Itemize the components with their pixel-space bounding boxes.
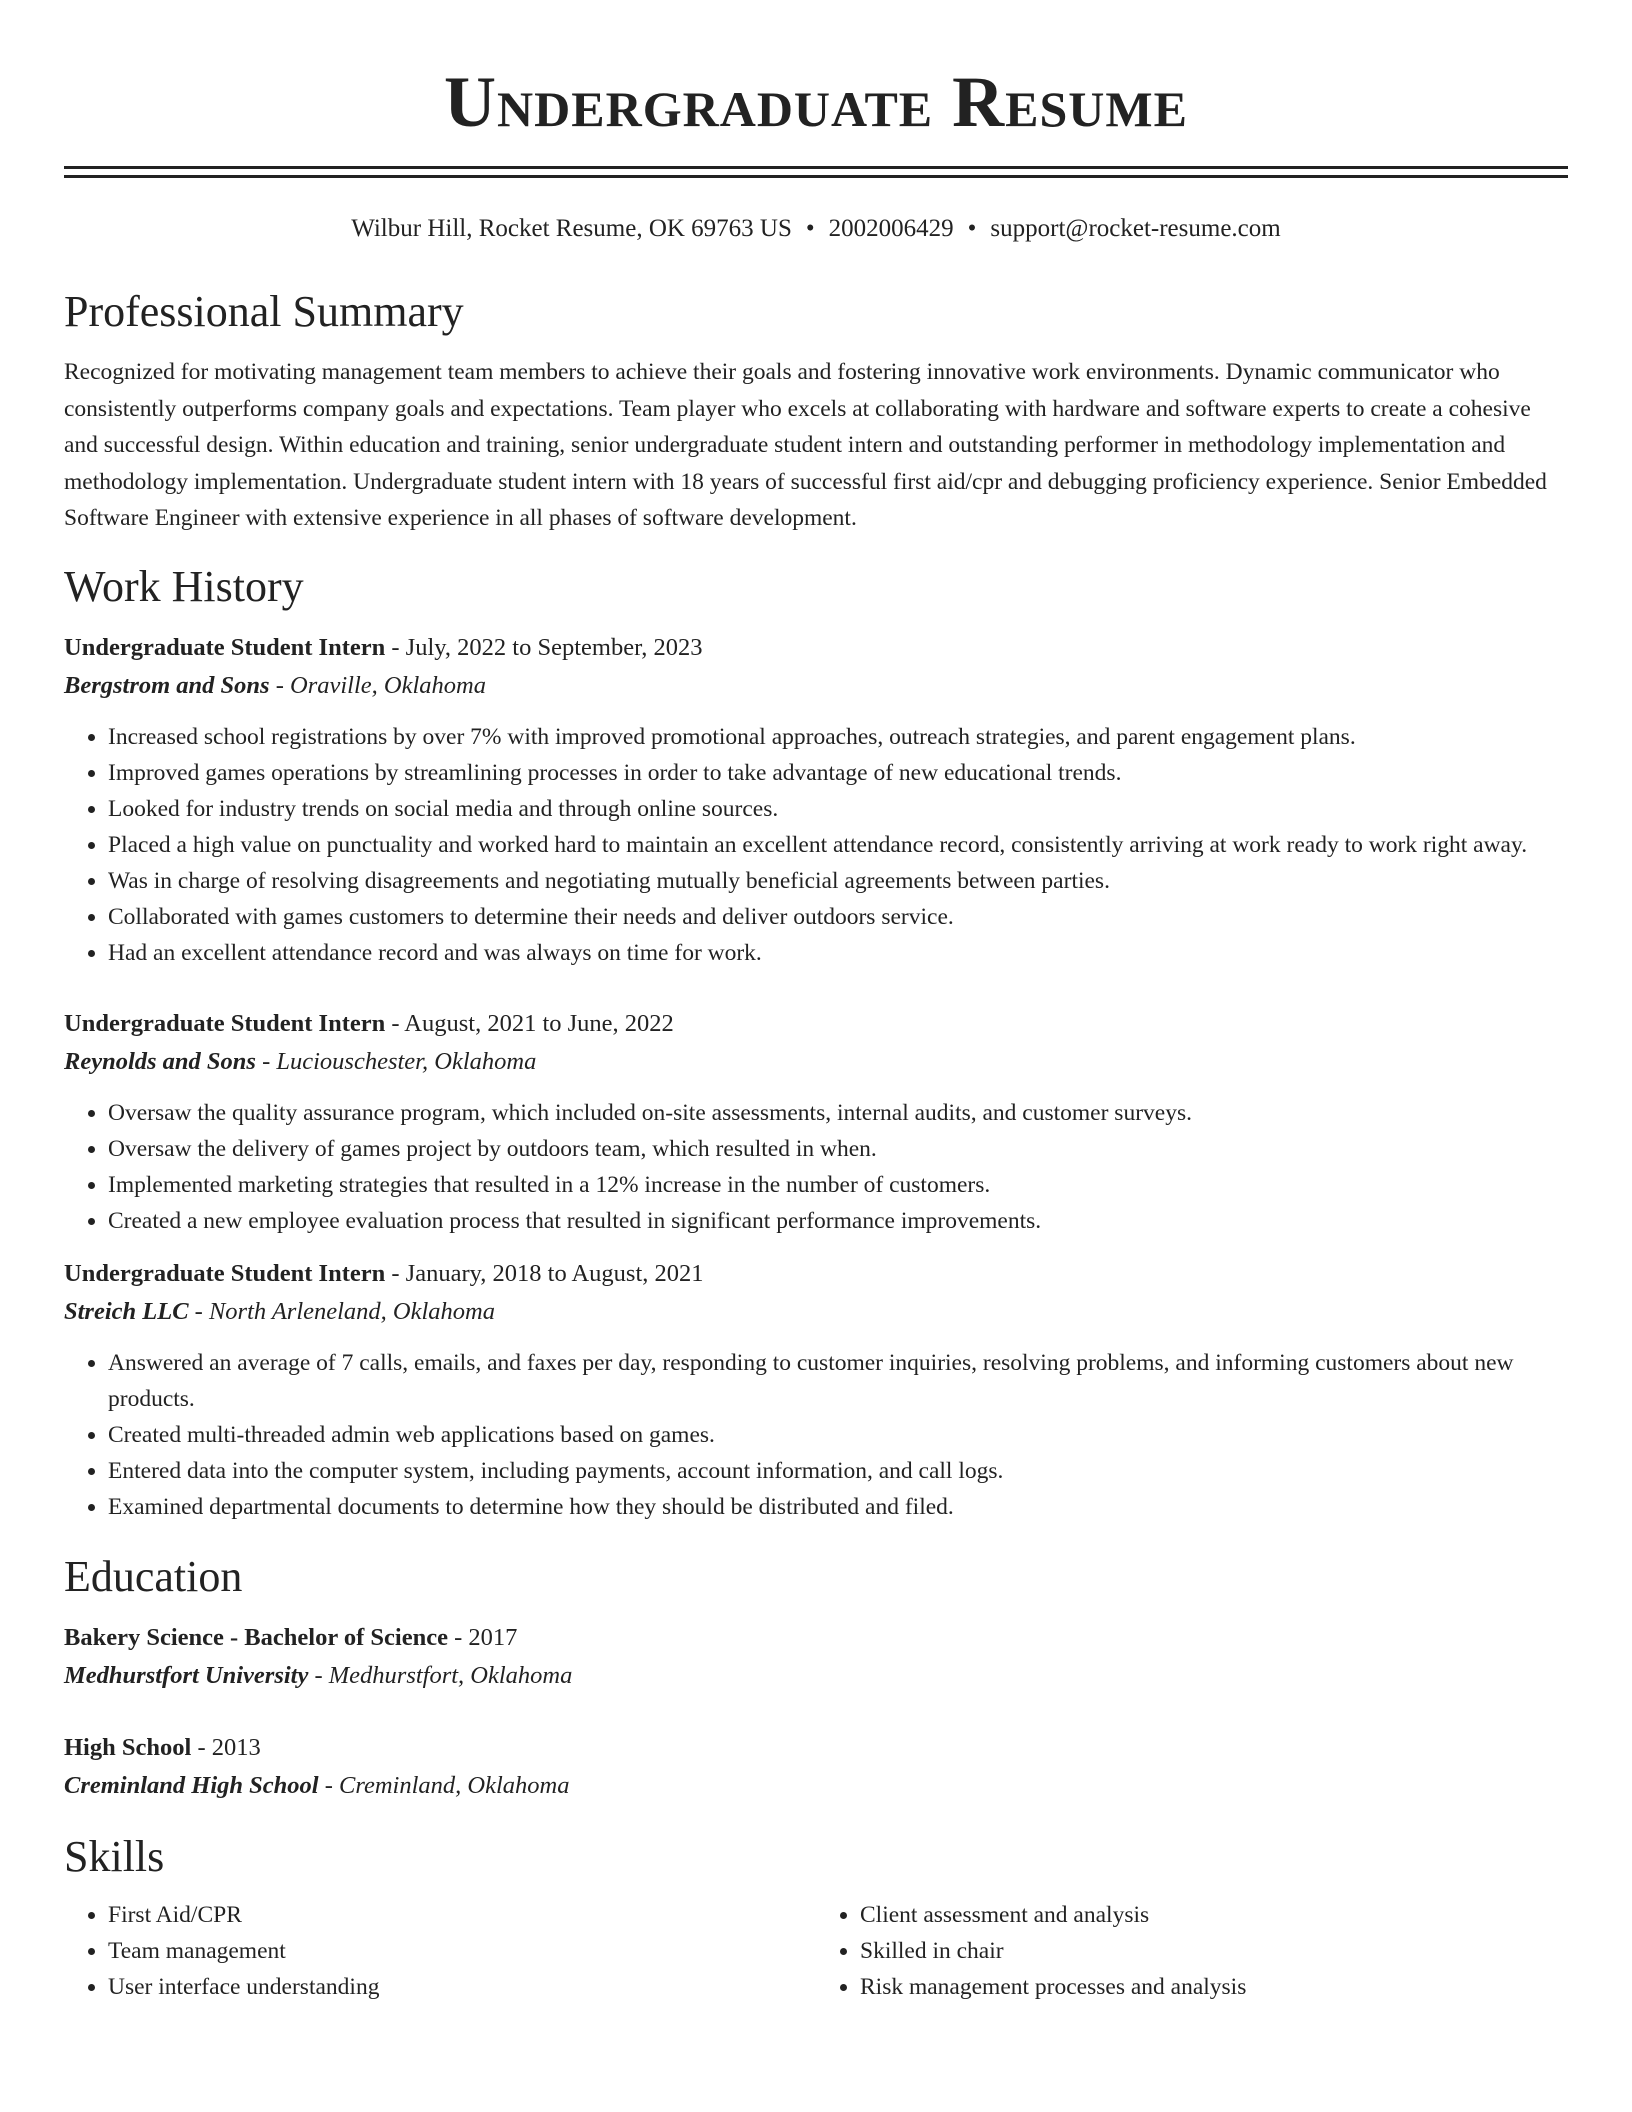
job-bullet: • Increased school registrations by over 7% with improved promotional approaches, outreach strategies, and parent engagement plans. [108, 719, 1568, 755]
job-bullets [64, 1095, 1568, 1239]
job-bullet: • Had an excellent attendance record and was always on time for work. [108, 935, 1568, 971]
job-bullet: • Answered an average of 7 calls, emails, and faxes per day, responding to customer inquiries, resolving problems, and informing customers about new products. [108, 1345, 1568, 1417]
job-bullets [64, 719, 1568, 971]
skill-item: • User interface understanding [108, 1969, 816, 2005]
job-dates: - August, 2021 to June, 2022 [385, 1009, 674, 1037]
job-dates: - January, 2018 to August, 2021 [385, 1259, 704, 1287]
job-company-line [64, 667, 1568, 705]
contact-email: support@rocket-resume.com [990, 215, 1281, 242]
job-bullet: • Implemented marketing strategies that resulted in a 12% increase in the number of customers. [108, 1167, 1568, 1203]
job-company: Bergstrom and Sons [64, 671, 270, 699]
skills-list [64, 1897, 1568, 2005]
job-bullet: • Placed a high value on punctuality and worked hard to maintain an excellent attendance record, consistently arriving at work ready to work right away. [108, 827, 1568, 863]
job-location: - Oraville, Oklahoma [269, 671, 486, 699]
job-company-line [64, 1293, 1568, 1331]
education-school-line [64, 1767, 1568, 1805]
education-entry [64, 1619, 1568, 1695]
job-dates: - July, 2022 to September, 2023 [385, 633, 703, 661]
summary-heading: Professional Summary [64, 287, 464, 336]
skill-item: • Risk management processes and analysis [860, 1969, 1568, 2005]
job-title: Undergraduate Student Intern [64, 633, 386, 661]
skills-column-right [816, 1897, 1568, 2005]
contact-line [64, 212, 1568, 246]
education-year: - 2017 [447, 1623, 518, 1651]
education-school: Medhurstfort University [64, 1661, 309, 1689]
education-location: - Creminland, Oklahoma [318, 1771, 570, 1799]
title-divider-thick [64, 166, 1568, 169]
education-location: - Medhurstfort, Oklahoma [308, 1661, 573, 1689]
job-company-line [64, 1043, 1568, 1081]
education-heading: Education [64, 1551, 243, 1601]
summary-text: Recognized for motivating management team members to achieve their goals and fostering innovative work environments. Dynamic communicator who consistently outperforms company goals and expectations. Team player who excels at collaborating with hardware and software experts to create a cohesive and successful design. Within education and training, senior undergraduate student intern and outstanding performer in methodology implementation and methodology implementation. Undergraduate student intern with 18 years of successful first aid/cpr and debugging proficiency experience. Senior Embedded Software Engineer with extensive experience in all phases of software development. [64, 359, 1547, 531]
job-entry [64, 629, 1568, 971]
job-title-line [64, 1255, 1568, 1293]
job-bullet: • Oversaw the quality assurance program, which included on-site assessments, internal audits, and customer surveys. [108, 1095, 1568, 1131]
skill-item: • First Aid/CPR [108, 1897, 816, 1933]
education-entry [64, 1729, 1568, 1805]
job-bullet: • Looked for industry trends on social media and through online sources. [108, 791, 1568, 827]
job-bullet: • Improved games operations by streamlining processes in order to take advantage of new educational trends. [108, 755, 1568, 791]
education-degree: High School [64, 1733, 192, 1761]
job-bullet: • Oversaw the delivery of games project by outdoors team, which resulted in when. [108, 1131, 1568, 1167]
work-history-heading: Work History [64, 561, 304, 611]
job-title-line [64, 1005, 1568, 1043]
job-bullet: • Entered data into the computer system, including payments, account information, and call logs. [108, 1453, 1568, 1489]
job-bullet: • Created a new employee evaluation process that resulted in significant performance improvements. [108, 1203, 1568, 1239]
skill-item: • Client assessment and analysis [860, 1897, 1568, 1933]
title-divider-thin [64, 175, 1568, 178]
contact-separator: • [805, 215, 815, 242]
job-location: - North Arleneland, Oklahoma [188, 1297, 496, 1325]
resume-title: Undergraduate Resume [444, 62, 1188, 142]
contact-address: Wilbur Hill, Rocket Resume, OK 69763 US [351, 215, 792, 242]
job-title: Undergraduate Student Intern [64, 1259, 386, 1287]
job-bullet: • Collaborated with games customers to determine their needs and deliver outdoors service. [108, 899, 1568, 935]
job-title-line [64, 629, 1568, 667]
education-degree: Bakery Science - Bachelor of Science [64, 1623, 448, 1651]
job-bullet: • Examined departmental documents to determine how they should be distributed and filed. [108, 1489, 1568, 1525]
skill-item: • Team management [108, 1933, 816, 1969]
job-bullet: • Was in charge of resolving disagreements and negotiating mutually beneficial agreements between parties. [108, 863, 1568, 899]
skill-item: • Skilled in chair [860, 1933, 1568, 1969]
education-degree-line [64, 1619, 1568, 1657]
job-bullet: • Created multi-threaded admin web applications based on games. [108, 1417, 1568, 1453]
job-entry [64, 1005, 1568, 1239]
job-location: - Luciouschester, Oklahoma [255, 1047, 537, 1075]
skills-heading: Skills [64, 1831, 165, 1881]
skills-column-left [64, 1897, 816, 2005]
contact-phone: 2002006429 [828, 215, 954, 242]
education-school: Creminland High School [64, 1771, 319, 1799]
job-title: Undergraduate Student Intern [64, 1009, 386, 1037]
contact-separator: • [967, 215, 977, 242]
job-bullets [64, 1345, 1568, 1525]
education-degree-line [64, 1729, 1568, 1767]
job-company: Reynolds and Sons [64, 1047, 256, 1075]
education-year: - 2013 [191, 1733, 261, 1761]
job-entry [64, 1255, 1568, 1525]
job-company: Streich LLC [64, 1297, 189, 1325]
education-school-line [64, 1657, 1568, 1695]
